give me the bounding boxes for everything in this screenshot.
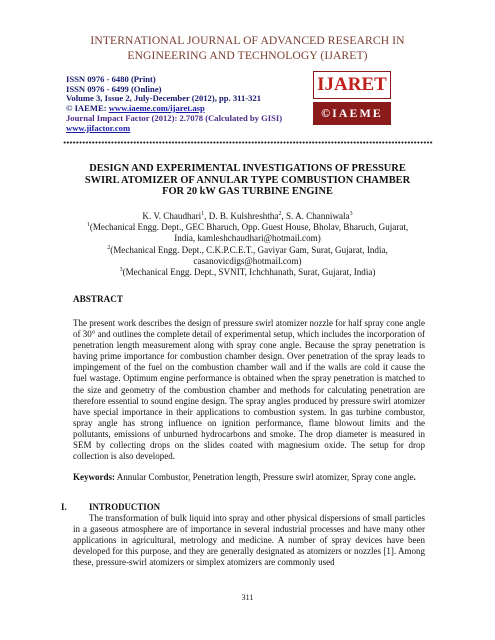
paper-title-line-3: FOR 20 kW GAS TURBINE ENGINE <box>162 186 333 198</box>
journal-title <box>0 33 495 63</box>
affiliation-2-sup: 2 <box>107 244 111 251</box>
paper-title-line-1: DESIGN AND EXPERIMENTAL INVESTIGATIONS OF PRESSURE <box>89 163 406 174</box>
section-number: I. <box>61 502 67 512</box>
affiliation-2 <box>0 245 495 256</box>
author-2: , D. B. Kulshreshtha <box>204 211 279 221</box>
logo-iaeme-text: ©IAEME <box>313 102 391 125</box>
journal-title-line-1: INTERNATIONAL JOURNAL OF ADVANCED RESEARCH IN <box>90 34 405 47</box>
abstract-heading: ABSTRACT <box>73 294 124 304</box>
paper-title <box>0 163 495 198</box>
dotted-divider <box>63 141 433 144</box>
logo-ijaret-text: IJARET <box>313 71 391 99</box>
affiliation-1-line-2: India, kamleshchaudhari@hotmail.com) <box>174 233 321 244</box>
page-number: 311 <box>241 593 254 602</box>
jifactor-link[interactable]: www.jifactor.com <box>66 122 131 133</box>
affiliation-1 <box>0 222 495 233</box>
issn-online: ISSN 0976 - 6499 (Online) <box>66 83 162 94</box>
author-3-sup: 3 <box>349 211 353 217</box>
keywords <box>73 472 425 483</box>
affiliation-1-sup: 1 <box>86 222 90 229</box>
ijaret-logo <box>313 71 391 125</box>
section-title: INTRODUCTION <box>89 502 161 512</box>
abstract-body: The present work describes the design of pressure swirl atomizer nozzle for half spray cone angle of 30° and outlines the complete detail of experimental setup, which includes the incorporation of penetration length measurement along with spray cone angle. Because the spray penetration is having prime importance for combustion chamber design. Over penetration of the spray leads to impingement of the fuel on the combustion chamber wall and if the walls are cold it cause the fuel wastage. Optimum engine performance is obtained when the spray penetration is matched to the size and geometry of the combustion chamber and methods for calculating penetration are therefore essential to sound engine design. The spray angles produced by pressure swirl atomizer have special importance in their applications to combustion system. In gas turbine combustor, spray angle has strong influence on ignition performance, flame blowout limits and the pollutants, emissions of unburned hydrocarbons and smoke. The drop diameter is measured in SEM by collecting drops on the slides coated with magnesium oxide. The setup for drop collection is also developed. <box>73 318 425 462</box>
keywords-end: . <box>413 472 416 482</box>
introduction-body: The transformation of bulk liquid into spray and other physical dispersions of small particles in a gaseous atmosphere are of importance in several industrial processes and have many other applications in agricultural, metrology and medicine. A number of spray devices have been developed for this purpose, and they are generally designated as atomizers or nozzles [1]. Among these, pressure-swirl atomizers or simplex atomizers are commonly used <box>73 513 425 568</box>
affiliation-3-sup: 3 <box>119 267 123 274</box>
affiliation-3 <box>0 267 495 278</box>
iaeme-prefix: © IAEME: <box>66 103 109 114</box>
author-1-sup: 1 <box>201 211 205 217</box>
paper-title-line-2: SWIRL ATOMIZER OF ANNULAR TYPE COMBUSTION CHAMBER <box>84 174 411 186</box>
author-names <box>0 211 495 222</box>
affiliation-3-line-1: (Mechanical Engg. Dept., SVNIT, Ichchhanath, Surat, Gujarat, India) <box>122 267 376 278</box>
author-3: , S. A. Channiwala <box>281 211 350 221</box>
issn-print: ISSN 0976 - 6480 (Print) <box>66 74 156 84</box>
keywords-label: Keywords: <box>73 472 115 482</box>
affiliation-1-line-1: (Mechanical Engg. Dept., GEC Bharuch, Opp. Guest House, Bholav, Bharuch, Gujarat, <box>89 222 409 233</box>
authors-block <box>0 211 495 278</box>
author-2-sup: 2 <box>278 211 282 217</box>
affiliation-2-line-1: (Mechanical Engg. Dept., C.K.P.C.E.T., Gaviyar Gam, Surat, Gujarat, India, <box>110 244 388 255</box>
iaeme-link[interactable]: www.iaeme.com/ijaret.asp <box>108 103 205 114</box>
author-1: K. V. Chaudhari <box>142 211 202 221</box>
keywords-text: Annular Combustor, Penetration length, Pressure swirl atomizer, Spray cone angle <box>115 472 414 482</box>
affiliation-2-line-2: casanovicdigs@hotmail.com) <box>193 255 302 266</box>
introduction-heading <box>61 502 160 512</box>
volume-info: Volume 3, Issue 2, July-December (2012), pp. 311-321 <box>66 93 262 104</box>
journal-title-line-2: ENGINEERING AND TECHNOLOGY (IJARET) <box>127 49 368 62</box>
journal-info-block <box>66 75 282 133</box>
impact-factor: Journal Impact Factor (2012): 2.7078 (Calculated by GISI) <box>66 112 283 123</box>
